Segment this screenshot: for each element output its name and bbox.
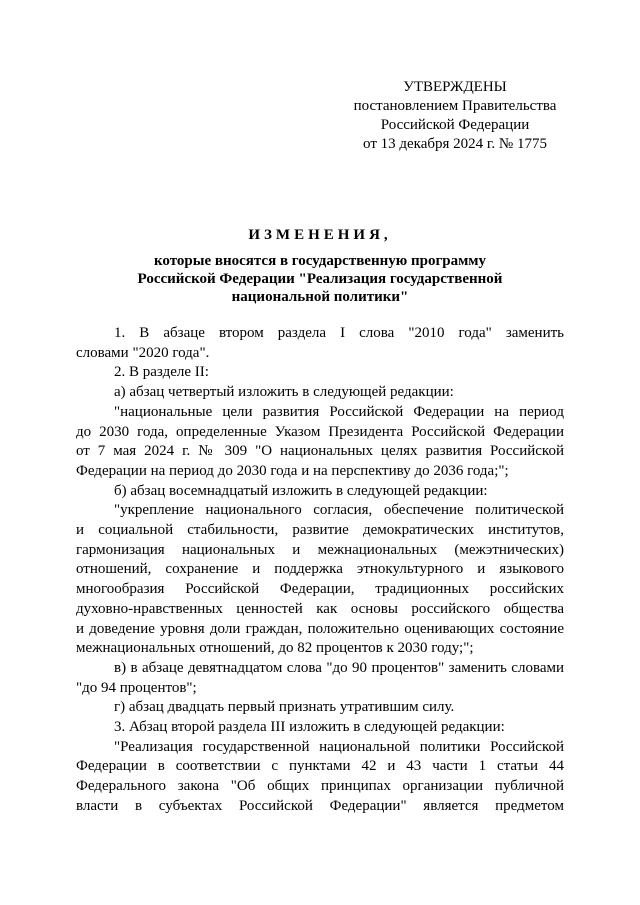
- body-line: а) абзац четвертый изложить в следующей редакции:: [114, 384, 454, 401]
- body-line: духовно-нравственных ценностей как основы российского общества: [76, 600, 564, 617]
- body-line: гармонизация национальных и межнациональных (межэтнических): [76, 541, 564, 558]
- document-body: [76, 324, 564, 817]
- body-line: Федерации в соответствии с пунктами 42 и 43 части 1 статьи 44: [76, 758, 564, 775]
- body-line: г) абзац двадцать первый признать утратившим силу.: [114, 699, 455, 716]
- body-line: власти в субъектах Российской Федерации" является предметом: [76, 797, 564, 814]
- body-line: "национальные цели развития Российской Федерации на период: [114, 403, 564, 420]
- body-line: б) абзац восемнадцатый изложить в следующей редакции:: [114, 482, 488, 499]
- body-line: 2. В разделе II:: [114, 364, 209, 381]
- body-line: "до 94 процентов";: [76, 679, 197, 696]
- body-line: от 7 мая 2024 г. № 309 "О национальных целях развития Российской: [76, 443, 564, 460]
- body-line: "укрепление национального согласия, обеспечение политической: [114, 502, 564, 519]
- body-line: 3. Абзац второй раздела III изложить в следующей редакции:: [114, 719, 505, 736]
- body-line: межнациональных отношений, до 82 процентов к 2030 году;";: [76, 640, 474, 657]
- approval-line: Российской Федерации: [380, 117, 530, 133]
- body-line: 1. В абзаце втором раздела I слова "2010 года" заменить: [114, 325, 564, 341]
- body-line: "Реализация государственной национальной политики Российской: [114, 738, 564, 755]
- document-title: [80, 226, 560, 306]
- subtitle-line: национальной политики": [231, 289, 409, 305]
- title-subtitle: [80, 252, 560, 306]
- approval-line: от 13 декабря 2024 г. № 1775: [363, 136, 547, 152]
- body-line: до 2030 года, определенные Указом Президента Российской Федерации: [76, 423, 564, 440]
- subtitle-line: которые вносятся в государственную программу: [153, 253, 487, 269]
- body-line: в) в абзаце девятнадцатом слова "до 90 процентов" заменить словами: [114, 659, 564, 676]
- body-line: словами "2020 года".: [76, 344, 210, 361]
- title-heading: ИЗМЕНЕНИЯ,: [248, 227, 392, 243]
- approval-stamp: [330, 78, 580, 154]
- subtitle-line: Российской Федерации "Реализация государственной: [137, 271, 503, 287]
- body-line: отношений, сохранение и поддержка этнокультурного и языкового: [76, 561, 564, 578]
- body-line: Федерации на период до 2030 года и на перспективу до 2036 года;";: [76, 462, 509, 479]
- approval-line: постановлением Правительства: [353, 98, 557, 114]
- body-line: многообразия Российской Федерации, традиционных российских: [76, 581, 564, 598]
- body-line: и социальной стабильности, развитие демократических институтов,: [76, 522, 564, 539]
- body-line: Федерального закона "Об общих принципах организации публичной: [76, 778, 564, 795]
- approval-line: УТВЕРЖДЕНЫ: [403, 79, 507, 95]
- body-line: и доведение уровня доли граждан, положительно оценивающих состояние: [76, 620, 564, 637]
